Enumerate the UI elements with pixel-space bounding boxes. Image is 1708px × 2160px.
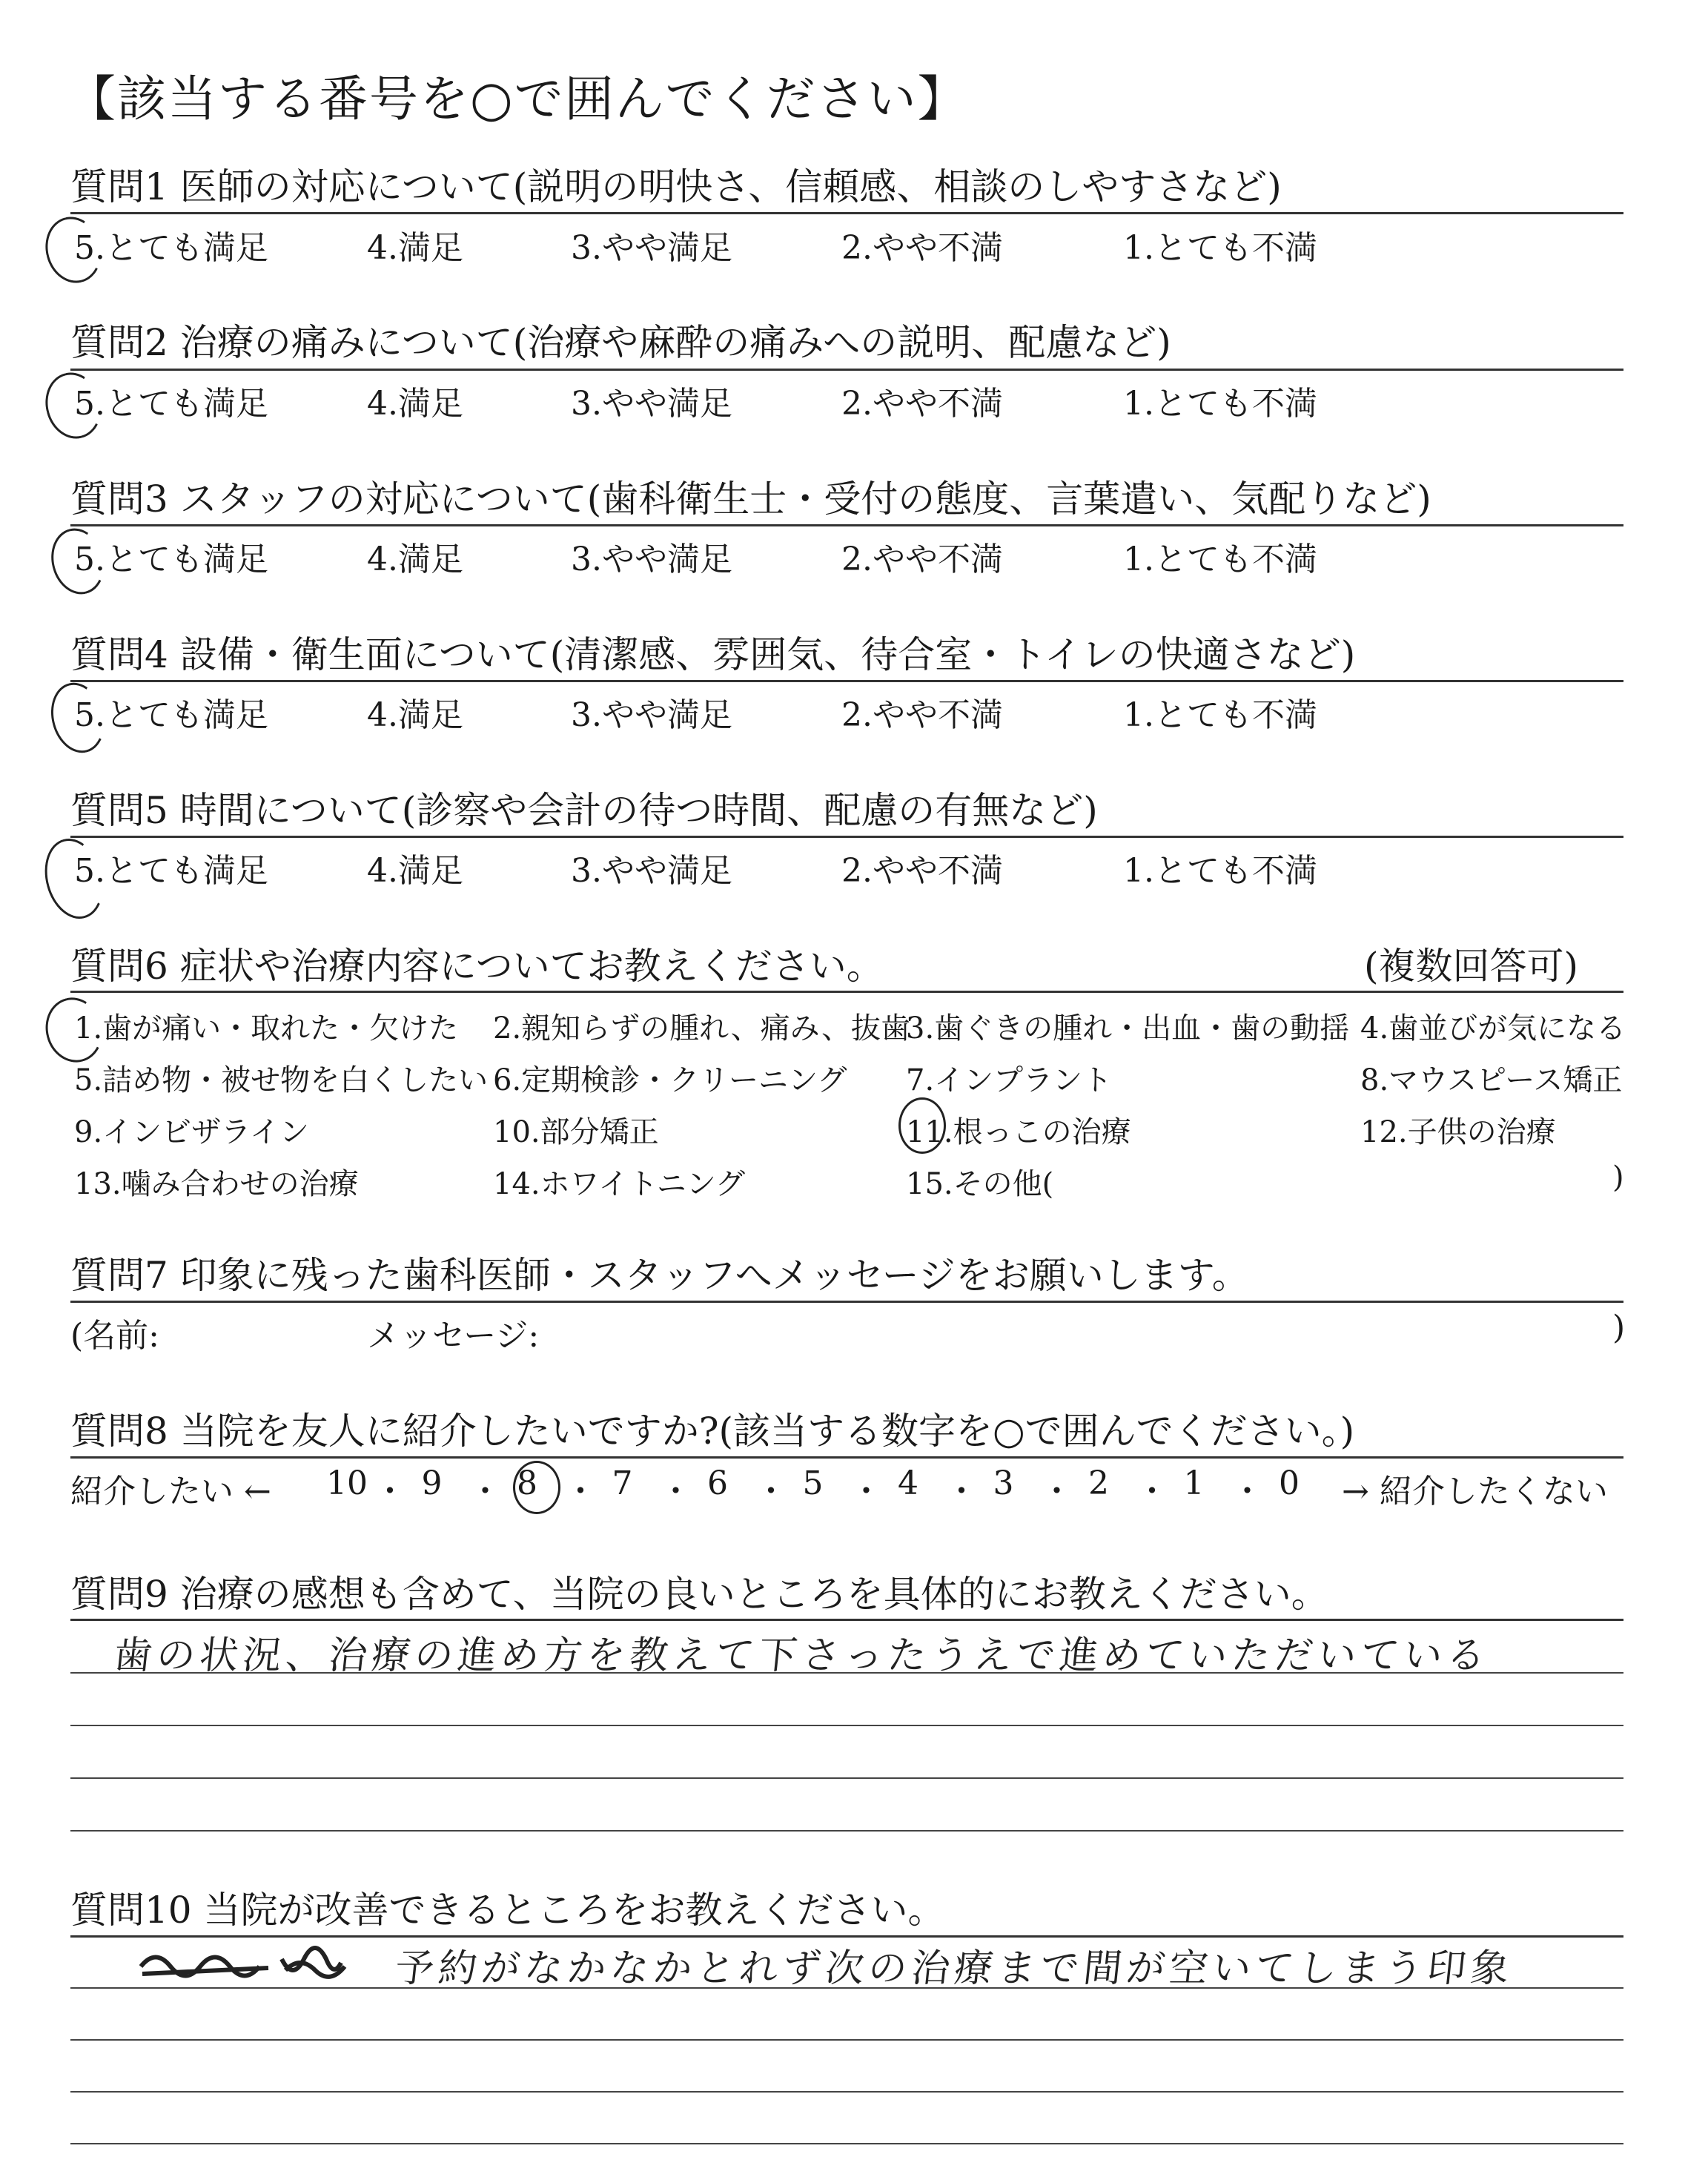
q3-option-2[interactable]: 2.やや不満: [841, 541, 1003, 578]
scale-separator: ・: [755, 1473, 787, 1510]
scale-separator: ・: [374, 1473, 406, 1510]
q1-option-2[interactable]: 2.やや不満: [841, 229, 1003, 267]
scale-value-1[interactable]: 1: [1183, 1464, 1205, 1502]
q6-option-10[interactable]: 10.部分矯正: [493, 1115, 659, 1149]
answer-line: [70, 1725, 1623, 1726]
scale-value-4[interactable]: 4: [898, 1464, 918, 1502]
question-4-title: 質問4 設備・衛生面について(清潔感、雰囲気、待合室・トイレの快適さなど): [70, 633, 1356, 676]
scale-separator: ・: [1040, 1473, 1073, 1510]
q3-option-5[interactable]: 5.とても満足: [74, 541, 268, 578]
question-7-title: 質問7 印象に残った歯科医師・スタッフへメッセージをお願いします。: [70, 1254, 1249, 1297]
recommend-left-label: 紹介したい ←: [70, 1473, 271, 1510]
q4-option-2[interactable]: 2.やや不満: [841, 696, 1003, 734]
question-3-title: 質問3 スタッフの対応について(歯科衛生士・受付の態度、言葉遣い、気配りなど): [70, 478, 1431, 521]
q6-option-11[interactable]: 11.根っこの治療: [906, 1115, 1131, 1149]
scale-separator: ・: [469, 1473, 502, 1510]
selection-circle: [898, 1097, 946, 1154]
scale-value-10[interactable]: 10: [326, 1464, 368, 1502]
question-2-title: 質問2 治療の痛みについて(治療や麻酔の痛みへの説明、配慮など): [70, 321, 1171, 364]
scale-separator: ・: [850, 1473, 883, 1510]
q2-option-2[interactable]: 2.やや不満: [841, 385, 1003, 423]
scale-value-8[interactable]: 8: [517, 1464, 537, 1502]
q1-option-3[interactable]: 3.やや満足: [571, 229, 732, 267]
q1-option-4[interactable]: 4.満足: [367, 229, 463, 267]
q6-option-8[interactable]: 8.マウスピース矯正: [1360, 1063, 1623, 1097]
q10-handwritten-answer[interactable]: 予約がなかなかとれず次の治療まで間が空いてしまう印象: [393, 1946, 1516, 1991]
answer-line: [70, 1987, 1623, 1989]
question-5-title: 質問5 時間について(診察や会計の待つ時間、配慮の有無など): [70, 789, 1098, 832]
recommend-right-label: → 紹介したくない: [1342, 1473, 1608, 1510]
divider: [70, 369, 1623, 371]
scale-separator: ・: [1231, 1473, 1264, 1510]
q1-option-5[interactable]: 5.とても満足: [74, 229, 268, 267]
q6-option-14[interactable]: 14.ホワイトニング: [493, 1167, 746, 1201]
q6-option-5[interactable]: 5.詰め物・被せ物を白くしたい: [74, 1063, 489, 1097]
divider: [70, 991, 1623, 993]
q2-option-5[interactable]: 5.とても満足: [74, 385, 268, 423]
answer-line: [70, 1830, 1623, 1832]
page-title: 【該当する番号を○で囲んでください】: [67, 70, 968, 128]
q2-option-4[interactable]: 4.満足: [367, 385, 463, 423]
question-8-title: 質問8 当院を友人に紹介したいですか?(該当する数字を○で囲んでください。): [70, 1410, 1355, 1453]
divider: [70, 524, 1623, 526]
q5-option-5[interactable]: 5.とても満足: [74, 852, 268, 890]
q6-option-15[interactable]: 15.その他(: [906, 1167, 1054, 1201]
q6-option-4[interactable]: 4.歯並びが気になる: [1360, 1011, 1626, 1046]
q1-option-1[interactable]: 1.とても不満: [1123, 229, 1317, 267]
q6-option-2[interactable]: 2.親知らずの腫れ、痛み、抜歯: [493, 1011, 910, 1046]
q3-option-4[interactable]: 4.満足: [367, 541, 463, 578]
q6-option-3[interactable]: 3.歯ぐきの腫れ・出血・歯の動揺: [906, 1011, 1350, 1046]
scale-value-0[interactable]: 0: [1279, 1464, 1300, 1502]
scale-separator: ・: [564, 1473, 597, 1510]
q5-option-4[interactable]: 4.満足: [367, 852, 463, 890]
scale-value-6[interactable]: 6: [707, 1464, 728, 1502]
question-9-title: 質問9 治療の感想も含めて、当院の良いところを具体的にお教えください。: [70, 1573, 1328, 1616]
name-label: (名前:: [70, 1317, 159, 1355]
divider: [70, 212, 1623, 214]
scale-value-3[interactable]: 3: [993, 1464, 1014, 1502]
close-paren: ): [1612, 1309, 1626, 1347]
message-label: メッセージ:: [367, 1317, 540, 1355]
q6-option-15-close: ): [1612, 1160, 1624, 1195]
divider: [70, 836, 1623, 838]
q6-option-1[interactable]: 1.歯が痛い・取れた・欠けた: [74, 1011, 459, 1046]
answer-line: [70, 1777, 1623, 1779]
multiple-answers-note: (複数回答可): [1364, 945, 1579, 988]
q3-option-1[interactable]: 1.とても不満: [1123, 541, 1317, 578]
scale-value-2[interactable]: 2: [1088, 1464, 1109, 1502]
scale-separator: ・: [1136, 1473, 1168, 1510]
answer-line: [70, 2143, 1623, 2144]
answer-line: [70, 2039, 1623, 2041]
q4-option-1[interactable]: 1.とても不満: [1123, 696, 1317, 734]
q9-handwritten-answer[interactable]: 歯の状況、治療の進め方を教えて下さったうえで進めていただいている: [111, 1634, 1492, 1678]
q6-option-7[interactable]: 7.インプラント: [906, 1063, 1113, 1097]
divider: [70, 1619, 1623, 1621]
crossed-out-scribble: [133, 1944, 356, 1989]
q4-option-4[interactable]: 4.満足: [367, 696, 463, 734]
question-6-title: 質問6 症状や治療内容についてお教えください。: [70, 945, 884, 988]
q2-option-3[interactable]: 3.やや満足: [571, 385, 732, 423]
answer-line: [70, 1672, 1623, 1674]
q6-option-13[interactable]: 13.噛み合わせの治療: [74, 1167, 359, 1201]
divider: [70, 1456, 1623, 1459]
divider: [70, 680, 1623, 682]
answer-line: [70, 2091, 1623, 2093]
q6-option-12[interactable]: 12.子供の治療: [1360, 1115, 1556, 1149]
scale-value-9[interactable]: 9: [421, 1464, 443, 1502]
selection-circle: [513, 1461, 560, 1514]
q4-option-5[interactable]: 5.とても満足: [74, 696, 268, 734]
scale-separator: ・: [659, 1473, 692, 1510]
q3-option-3[interactable]: 3.やや満足: [571, 541, 732, 578]
question-10-title: 質問10 当院が改善できるところをお教えください。: [70, 1889, 945, 1932]
question-1-title: 質問1 医師の対応について(説明の明快さ、信頼感、相談のしやすさなど): [70, 165, 1282, 208]
q5-option-3[interactable]: 3.やや満足: [571, 852, 732, 890]
divider: [70, 1301, 1623, 1303]
q5-option-2[interactable]: 2.やや不満: [841, 852, 1003, 890]
scale-separator: ・: [945, 1473, 978, 1510]
scale-value-7[interactable]: 7: [612, 1464, 633, 1502]
q4-option-3[interactable]: 3.やや満足: [571, 696, 732, 734]
scale-value-5[interactable]: 5: [802, 1464, 824, 1502]
q6-option-9[interactable]: 9.インビザライン: [74, 1115, 309, 1149]
q6-option-6[interactable]: 6.定期検診・クリーニング: [493, 1063, 847, 1097]
q2-option-1[interactable]: 1.とても不満: [1123, 385, 1317, 423]
q5-option-1[interactable]: 1.とても不満: [1123, 852, 1317, 890]
